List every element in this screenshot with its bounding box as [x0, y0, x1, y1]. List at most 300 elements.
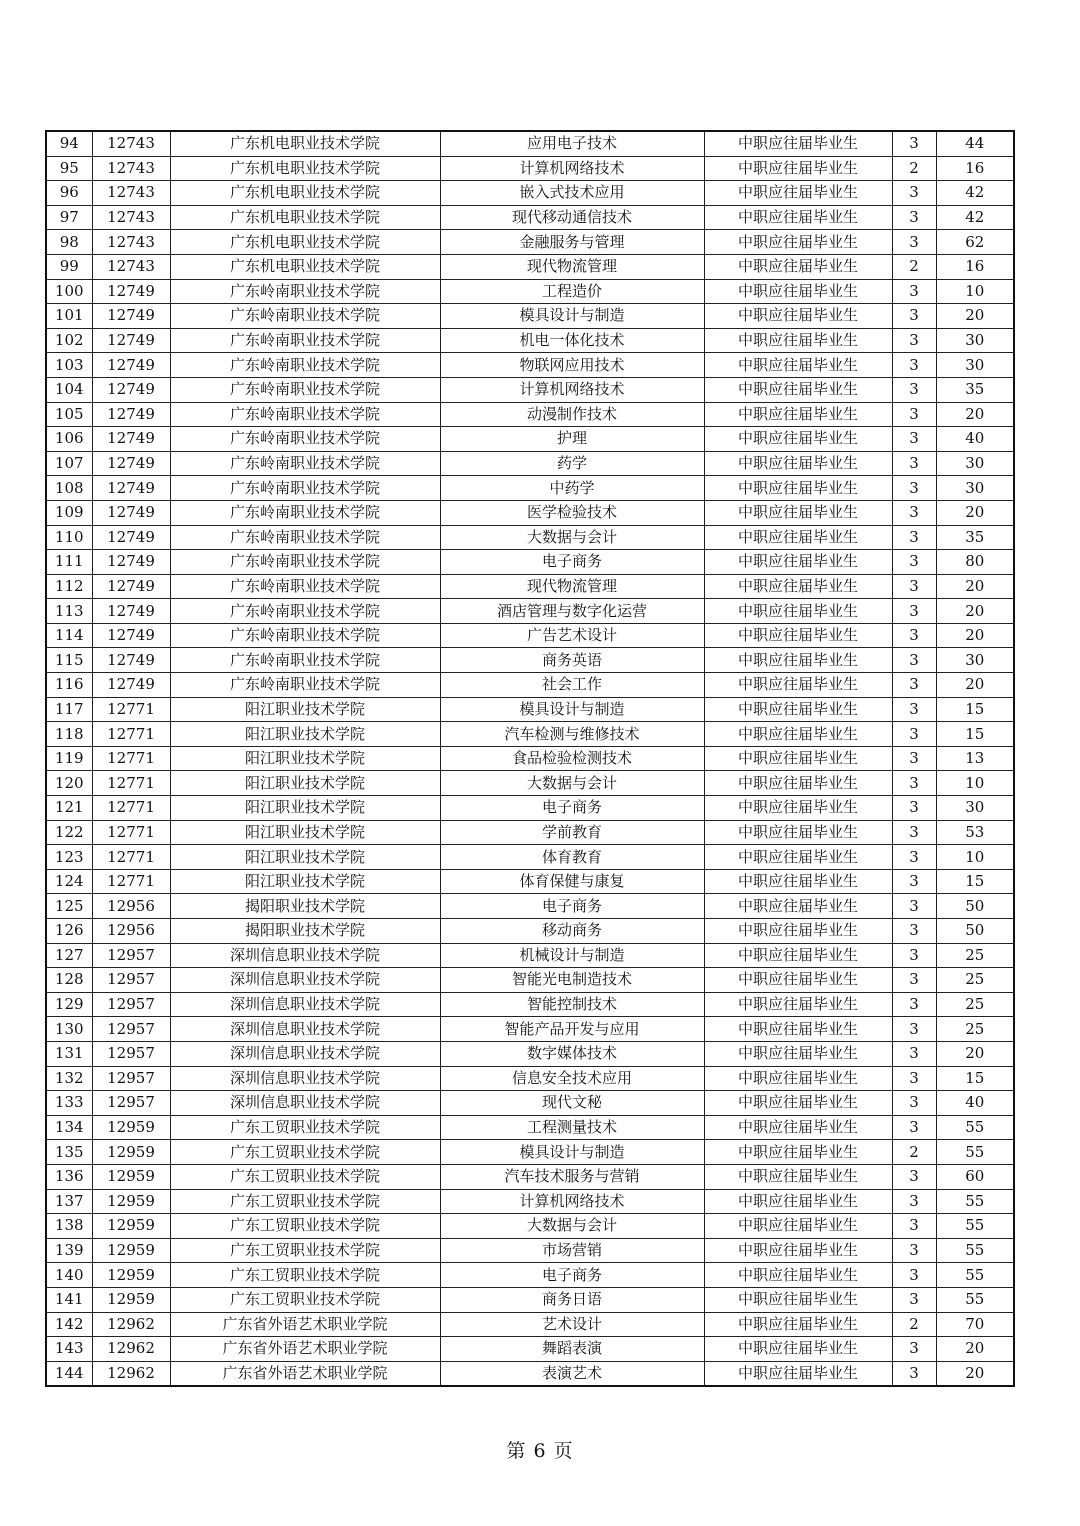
table-row: [46, 943, 1014, 968]
duration-cell: 3: [892, 820, 936, 845]
school-name-cell: 广东工贸职业技术学院: [170, 1287, 440, 1312]
major-cell: 模具设计与制造: [440, 697, 704, 722]
school-name-cell: 阳江职业技术学院: [170, 771, 440, 796]
school-code-cell: 12962: [92, 1361, 170, 1386]
school-name-cell: 广东岭南职业技术学院: [170, 304, 440, 329]
school-code-cell: 12771: [92, 796, 170, 821]
school-name-cell: 深圳信息职业技术学院: [170, 1066, 440, 1091]
duration-cell: 3: [892, 1214, 936, 1239]
enrollee-type-cell: 中职应往届毕业生: [704, 648, 892, 673]
row-index-cell: 104: [46, 377, 92, 402]
school-name-cell: 广东岭南职业技术学院: [170, 451, 440, 476]
school-name-cell: 深圳信息职业技术学院: [170, 943, 440, 968]
duration-cell: 3: [892, 1164, 936, 1189]
enrollee-type-cell: 中职应往届毕业生: [704, 1115, 892, 1140]
duration-cell: 3: [892, 1066, 936, 1091]
duration-cell: 3: [892, 205, 936, 230]
row-index-cell: 116: [46, 673, 92, 698]
enrollee-type-cell: 中职应往届毕业生: [704, 599, 892, 624]
duration-cell: 3: [892, 500, 936, 525]
school-name-cell: 阳江职业技术学院: [170, 796, 440, 821]
duration-cell: 2: [892, 254, 936, 279]
page-number: 第 6 页: [506, 1440, 574, 1462]
school-code-cell: 12962: [92, 1337, 170, 1362]
row-index-cell: 141: [46, 1287, 92, 1312]
duration-cell: 3: [892, 328, 936, 353]
school-name-cell: 深圳信息职业技术学院: [170, 992, 440, 1017]
school-code-cell: 12771: [92, 697, 170, 722]
duration-cell: 3: [892, 451, 936, 476]
school-name-cell: 广东工贸职业技术学院: [170, 1263, 440, 1288]
quota-cell: 25: [936, 992, 1014, 1017]
enrollee-type-cell: 中职应往届毕业生: [704, 402, 892, 427]
enrollee-type-cell: 中职应往届毕业生: [704, 894, 892, 919]
quota-cell: 30: [936, 328, 1014, 353]
school-code-cell: 12749: [92, 648, 170, 673]
row-index-cell: 125: [46, 894, 92, 919]
duration-cell: 3: [892, 230, 936, 255]
major-cell: 现代移动通信技术: [440, 205, 704, 230]
major-cell: 智能控制技术: [440, 992, 704, 1017]
quota-cell: 50: [936, 894, 1014, 919]
row-index-cell: 137: [46, 1189, 92, 1214]
enrollee-type-cell: 中职应往届毕业生: [704, 451, 892, 476]
quota-cell: 55: [936, 1287, 1014, 1312]
duration-cell: 3: [892, 1238, 936, 1263]
table-row: [46, 402, 1014, 427]
school-code-cell: 12959: [92, 1238, 170, 1263]
enrollee-type-cell: 中职应往届毕业生: [704, 525, 892, 550]
school-name-cell: 广东省外语艺术职业学院: [170, 1337, 440, 1362]
school-code-cell: 12957: [92, 968, 170, 993]
quota-cell: 55: [936, 1263, 1014, 1288]
enrollee-type-cell: 中职应往届毕业生: [704, 156, 892, 181]
enrollee-type-cell: 中职应往届毕业生: [704, 992, 892, 1017]
school-code-cell: 12957: [92, 992, 170, 1017]
major-cell: 机电一体化技术: [440, 328, 704, 353]
quota-cell: 20: [936, 402, 1014, 427]
major-cell: 机械设计与制造: [440, 943, 704, 968]
major-cell: 体育保健与康复: [440, 869, 704, 894]
enrollee-type-cell: 中职应往届毕业生: [704, 1312, 892, 1337]
row-index-cell: 106: [46, 427, 92, 452]
row-index-cell: 103: [46, 353, 92, 378]
school-code-cell: 12749: [92, 550, 170, 575]
enrollee-type-cell: 中职应往届毕业生: [704, 919, 892, 944]
school-name-cell: 广东岭南职业技术学院: [170, 525, 440, 550]
table-row: [46, 476, 1014, 501]
school-code-cell: 12959: [92, 1115, 170, 1140]
row-index-cell: 124: [46, 869, 92, 894]
major-cell: 应用电子技术: [440, 131, 704, 156]
quota-cell: 55: [936, 1140, 1014, 1165]
school-code-cell: 12749: [92, 525, 170, 550]
major-cell: 现代文秘: [440, 1091, 704, 1116]
major-cell: 汽车检测与维修技术: [440, 722, 704, 747]
table-row: [46, 894, 1014, 919]
row-index-cell: 128: [46, 968, 92, 993]
table-row: [46, 1238, 1014, 1263]
school-code-cell: 12959: [92, 1189, 170, 1214]
school-name-cell: 广东工贸职业技术学院: [170, 1140, 440, 1165]
enrollment-table-container: [45, 130, 1013, 1387]
enrollee-type-cell: 中职应往届毕业生: [704, 550, 892, 575]
major-cell: 电子商务: [440, 550, 704, 575]
school-code-cell: 12749: [92, 402, 170, 427]
table-row: [46, 550, 1014, 575]
row-index-cell: 134: [46, 1115, 92, 1140]
quota-cell: 30: [936, 353, 1014, 378]
duration-cell: 3: [892, 1041, 936, 1066]
quota-cell: 40: [936, 427, 1014, 452]
school-name-cell: 广东岭南职业技术学院: [170, 623, 440, 648]
quota-cell: 80: [936, 550, 1014, 575]
enrollee-type-cell: 中职应往届毕业生: [704, 820, 892, 845]
major-cell: 商务英语: [440, 648, 704, 673]
enrollee-type-cell: 中职应往届毕业生: [704, 1263, 892, 1288]
table-row: [46, 279, 1014, 304]
table-row: [46, 500, 1014, 525]
enrollee-type-cell: 中职应往届毕业生: [704, 377, 892, 402]
school-name-cell: 广东岭南职业技术学院: [170, 550, 440, 575]
school-name-cell: 广东岭南职业技术学院: [170, 353, 440, 378]
quota-cell: 25: [936, 943, 1014, 968]
row-index-cell: 112: [46, 574, 92, 599]
school-name-cell: 阳江职业技术学院: [170, 746, 440, 771]
major-cell: 汽车技术服务与营销: [440, 1164, 704, 1189]
enrollee-type-cell: 中职应往届毕业生: [704, 279, 892, 304]
table-row: [46, 181, 1014, 206]
enrollee-type-cell: 中职应往届毕业生: [704, 968, 892, 993]
table-row: [46, 1189, 1014, 1214]
major-cell: 表演艺术: [440, 1361, 704, 1386]
quota-cell: 25: [936, 968, 1014, 993]
quota-cell: 16: [936, 156, 1014, 181]
quota-cell: 15: [936, 697, 1014, 722]
school-name-cell: 深圳信息职业技术学院: [170, 1091, 440, 1116]
row-index-cell: 126: [46, 919, 92, 944]
quota-cell: 70: [936, 1312, 1014, 1337]
major-cell: 社会工作: [440, 673, 704, 698]
table-row: [46, 1091, 1014, 1116]
major-cell: 药学: [440, 451, 704, 476]
table-row: [46, 1066, 1014, 1091]
school-name-cell: 广东岭南职业技术学院: [170, 377, 440, 402]
enrollee-type-cell: 中职应往届毕业生: [704, 328, 892, 353]
school-name-cell: 阳江职业技术学院: [170, 722, 440, 747]
enrollee-type-cell: 中职应往届毕业生: [704, 1066, 892, 1091]
major-cell: 现代物流管理: [440, 254, 704, 279]
major-cell: 数字媒体技术: [440, 1041, 704, 1066]
school-code-cell: 12959: [92, 1214, 170, 1239]
row-index-cell: 107: [46, 451, 92, 476]
duration-cell: 3: [892, 1287, 936, 1312]
quota-cell: 20: [936, 673, 1014, 698]
school-name-cell: 广东机电职业技术学院: [170, 205, 440, 230]
school-name-cell: 广东岭南职业技术学院: [170, 574, 440, 599]
table-row: [46, 1164, 1014, 1189]
school-code-cell: 12957: [92, 1041, 170, 1066]
table-row: [46, 353, 1014, 378]
enrollee-type-cell: 中职应往届毕业生: [704, 181, 892, 206]
table-row: [46, 820, 1014, 845]
quota-cell: 30: [936, 451, 1014, 476]
duration-cell: 3: [892, 1091, 936, 1116]
major-cell: 移动商务: [440, 919, 704, 944]
row-index-cell: 115: [46, 648, 92, 673]
row-index-cell: 97: [46, 205, 92, 230]
table-row: [46, 599, 1014, 624]
school-code-cell: 12959: [92, 1287, 170, 1312]
quota-cell: 35: [936, 525, 1014, 550]
row-index-cell: 144: [46, 1361, 92, 1386]
major-cell: 电子商务: [440, 894, 704, 919]
enrollee-type-cell: 中职应往届毕业生: [704, 500, 892, 525]
enrollee-type-cell: 中职应往届毕业生: [704, 1091, 892, 1116]
row-index-cell: 135: [46, 1140, 92, 1165]
enrollee-type-cell: 中职应往届毕业生: [704, 1361, 892, 1386]
table-row: [46, 648, 1014, 673]
school-name-cell: 广东机电职业技术学院: [170, 254, 440, 279]
quota-cell: 42: [936, 205, 1014, 230]
table-row: [46, 1312, 1014, 1337]
major-cell: 工程造价: [440, 279, 704, 304]
school-name-cell: 广东工贸职业技术学院: [170, 1238, 440, 1263]
quota-cell: 30: [936, 796, 1014, 821]
duration-cell: 3: [892, 771, 936, 796]
table-row: [46, 1041, 1014, 1066]
table-row: [46, 746, 1014, 771]
table-row: [46, 1263, 1014, 1288]
school-code-cell: 12771: [92, 746, 170, 771]
major-cell: 艺术设计: [440, 1312, 704, 1337]
duration-cell: 3: [892, 304, 936, 329]
row-index-cell: 129: [46, 992, 92, 1017]
major-cell: 酒店管理与数字化运营: [440, 599, 704, 624]
table-row: [46, 919, 1014, 944]
major-cell: 市场营销: [440, 1238, 704, 1263]
enrollee-type-cell: 中职应往届毕业生: [704, 673, 892, 698]
major-cell: 动漫制作技术: [440, 402, 704, 427]
school-name-cell: 广东工贸职业技术学院: [170, 1189, 440, 1214]
school-code-cell: 12771: [92, 722, 170, 747]
row-index-cell: 94: [46, 131, 92, 156]
row-index-cell: 139: [46, 1238, 92, 1263]
duration-cell: 3: [892, 845, 936, 870]
school-name-cell: 广东岭南职业技术学院: [170, 402, 440, 427]
row-index-cell: 99: [46, 254, 92, 279]
major-cell: 金融服务与管理: [440, 230, 704, 255]
row-index-cell: 121: [46, 796, 92, 821]
quota-cell: 15: [936, 1066, 1014, 1091]
table-row: [46, 992, 1014, 1017]
enrollee-type-cell: 中职应往届毕业生: [704, 304, 892, 329]
duration-cell: 3: [892, 869, 936, 894]
duration-cell: 2: [892, 1312, 936, 1337]
school-name-cell: 广东岭南职业技术学院: [170, 500, 440, 525]
major-cell: 中药学: [440, 476, 704, 501]
row-index-cell: 119: [46, 746, 92, 771]
duration-cell: 3: [892, 722, 936, 747]
school-code-cell: 12749: [92, 451, 170, 476]
school-code-cell: 12743: [92, 254, 170, 279]
school-code-cell: 12743: [92, 230, 170, 255]
row-index-cell: 100: [46, 279, 92, 304]
school-name-cell: 广东岭南职业技术学院: [170, 673, 440, 698]
enrollee-type-cell: 中职应往届毕业生: [704, 943, 892, 968]
school-name-cell: 广东机电职业技术学院: [170, 131, 440, 156]
enrollee-type-cell: 中职应往届毕业生: [704, 1041, 892, 1066]
enrollee-type-cell: 中职应往届毕业生: [704, 353, 892, 378]
row-index-cell: 131: [46, 1041, 92, 1066]
table-row: [46, 451, 1014, 476]
major-cell: 智能光电制造技术: [440, 968, 704, 993]
duration-cell: 3: [892, 353, 936, 378]
quota-cell: 20: [936, 599, 1014, 624]
quota-cell: 30: [936, 648, 1014, 673]
major-cell: 信息安全技术应用: [440, 1066, 704, 1091]
major-cell: 广告艺术设计: [440, 623, 704, 648]
school-code-cell: 12749: [92, 599, 170, 624]
duration-cell: 3: [892, 697, 936, 722]
duration-cell: 3: [892, 623, 936, 648]
enrollee-type-cell: 中职应往届毕业生: [704, 1287, 892, 1312]
duration-cell: 3: [892, 968, 936, 993]
row-index-cell: 138: [46, 1214, 92, 1239]
major-cell: 大数据与会计: [440, 771, 704, 796]
duration-cell: 3: [892, 550, 936, 575]
duration-cell: 3: [892, 279, 936, 304]
row-index-cell: 143: [46, 1337, 92, 1362]
major-cell: 体育教育: [440, 845, 704, 870]
school-code-cell: 12743: [92, 156, 170, 181]
table-body: [46, 131, 1014, 1386]
row-index-cell: 98: [46, 230, 92, 255]
table-row: [46, 254, 1014, 279]
school-code-cell: 12956: [92, 894, 170, 919]
school-code-cell: 12743: [92, 205, 170, 230]
quota-cell: 10: [936, 771, 1014, 796]
school-name-cell: 广东岭南职业技术学院: [170, 328, 440, 353]
school-code-cell: 12957: [92, 1066, 170, 1091]
enrollee-type-cell: 中职应往届毕业生: [704, 427, 892, 452]
duration-cell: 3: [892, 1189, 936, 1214]
quota-cell: 15: [936, 722, 1014, 747]
school-code-cell: 12749: [92, 304, 170, 329]
table-row: [46, 328, 1014, 353]
major-cell: 食品检验检测技术: [440, 746, 704, 771]
enrollee-type-cell: 中职应往届毕业生: [704, 205, 892, 230]
duration-cell: 2: [892, 156, 936, 181]
enrollee-type-cell: 中职应往届毕业生: [704, 869, 892, 894]
enrollee-type-cell: 中职应往届毕业生: [704, 623, 892, 648]
row-index-cell: 109: [46, 500, 92, 525]
table-row: [46, 845, 1014, 870]
table-row: [46, 1140, 1014, 1165]
duration-cell: 3: [892, 894, 936, 919]
quota-cell: 20: [936, 623, 1014, 648]
enrollee-type-cell: 中职应往届毕业生: [704, 845, 892, 870]
school-code-cell: 12749: [92, 673, 170, 698]
school-code-cell: 12959: [92, 1263, 170, 1288]
row-index-cell: 95: [46, 156, 92, 181]
quota-cell: 55: [936, 1214, 1014, 1239]
enrollee-type-cell: 中职应往届毕业生: [704, 131, 892, 156]
quota-cell: 50: [936, 919, 1014, 944]
school-name-cell: 广东工贸职业技术学院: [170, 1214, 440, 1239]
school-code-cell: 12749: [92, 328, 170, 353]
row-index-cell: 105: [46, 402, 92, 427]
enrollee-type-cell: 中职应往届毕业生: [704, 1238, 892, 1263]
row-index-cell: 108: [46, 476, 92, 501]
duration-cell: 3: [892, 648, 936, 673]
quota-cell: 10: [936, 279, 1014, 304]
duration-cell: 3: [892, 673, 936, 698]
row-index-cell: 142: [46, 1312, 92, 1337]
school-name-cell: 深圳信息职业技术学院: [170, 1017, 440, 1042]
table-row: [46, 771, 1014, 796]
enrollment-table: [45, 130, 1015, 1387]
table-row: [46, 796, 1014, 821]
school-code-cell: 12771: [92, 869, 170, 894]
enrollee-type-cell: 中职应往届毕业生: [704, 697, 892, 722]
duration-cell: 3: [892, 402, 936, 427]
major-cell: 计算机网络技术: [440, 1189, 704, 1214]
table-row: [46, 869, 1014, 894]
quota-cell: 20: [936, 574, 1014, 599]
row-index-cell: 114: [46, 623, 92, 648]
duration-cell: 3: [892, 1115, 936, 1140]
table-row: [46, 673, 1014, 698]
table-row: [46, 304, 1014, 329]
enrollee-type-cell: 中职应往届毕业生: [704, 1140, 892, 1165]
enrollee-type-cell: 中职应往届毕业生: [704, 746, 892, 771]
major-cell: 大数据与会计: [440, 1214, 704, 1239]
school-name-cell: 广东省外语艺术职业学院: [170, 1361, 440, 1386]
table-row: [46, 1361, 1014, 1386]
table-row: [46, 1287, 1014, 1312]
row-index-cell: 132: [46, 1066, 92, 1091]
school-code-cell: 12749: [92, 623, 170, 648]
row-index-cell: 130: [46, 1017, 92, 1042]
quota-cell: 60: [936, 1164, 1014, 1189]
quota-cell: 62: [936, 230, 1014, 255]
school-name-cell: 揭阳职业技术学院: [170, 894, 440, 919]
table-row: [46, 697, 1014, 722]
school-code-cell: 12957: [92, 943, 170, 968]
table-row: [46, 525, 1014, 550]
quota-cell: 42: [936, 181, 1014, 206]
quota-cell: 40: [936, 1091, 1014, 1116]
enrollee-type-cell: 中职应往届毕业生: [704, 476, 892, 501]
duration-cell: 3: [892, 1361, 936, 1386]
quota-cell: 20: [936, 304, 1014, 329]
duration-cell: 3: [892, 181, 936, 206]
school-name-cell: 广东机电职业技术学院: [170, 230, 440, 255]
school-code-cell: 12749: [92, 427, 170, 452]
school-name-cell: 广东岭南职业技术学院: [170, 599, 440, 624]
school-name-cell: 广东工贸职业技术学院: [170, 1164, 440, 1189]
duration-cell: 3: [892, 525, 936, 550]
row-index-cell: 101: [46, 304, 92, 329]
duration-cell: 3: [892, 796, 936, 821]
school-code-cell: 12957: [92, 1017, 170, 1042]
row-index-cell: 117: [46, 697, 92, 722]
school-name-cell: 深圳信息职业技术学院: [170, 968, 440, 993]
major-cell: 舞蹈表演: [440, 1337, 704, 1362]
school-code-cell: 12749: [92, 353, 170, 378]
major-cell: 嵌入式技术应用: [440, 181, 704, 206]
